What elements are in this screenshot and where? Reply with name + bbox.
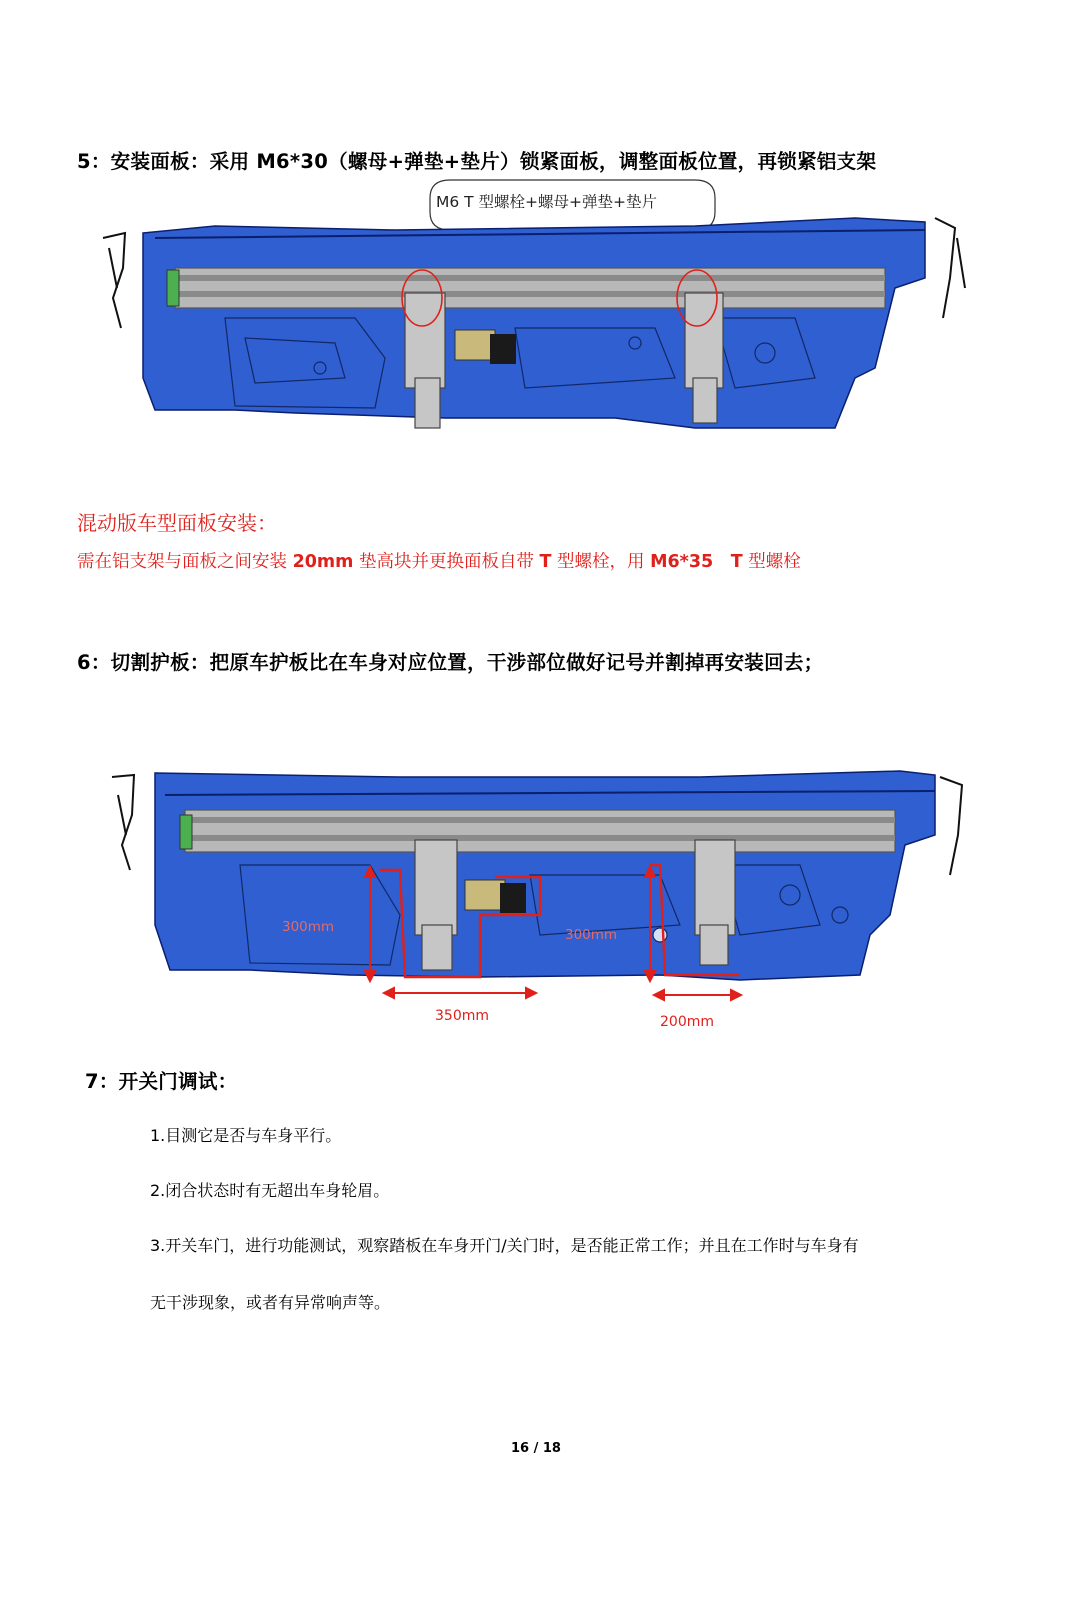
section7-heading: 7：开关门调试： (85, 1070, 238, 1093)
figure-panel-install (95, 178, 975, 458)
dim-right-height: 300mm (565, 927, 618, 943)
list-item: 3.开关车门，进行功能测试，观察踏板在车身开门/关门时，是否能正常工作；并且在工作时与车身有 (150, 1236, 859, 1255)
dim-left-height: 300mm (282, 919, 335, 935)
section6-heading: 6：切割护板：把原车护板比在车身对应位置，干涉部位做好记号并割掉再安装回去； (77, 651, 824, 674)
figure-cut-guard (100, 765, 970, 1035)
callout-label: M6 T 型螺栓+螺母+弹垫+垫片 (436, 193, 658, 211)
dim-left-width: 350mm (435, 1008, 489, 1024)
hybrid-instruction: 需在铝支架与面板之间安装 20mm 垫高块并更换面板自带 T 型螺栓，用 M6*35 T 型螺栓 (77, 552, 801, 572)
list-item: 无干涉现象，或者有异常响声等。 (150, 1293, 391, 1312)
page-number: 16 / 18 (511, 1441, 561, 1456)
list-item: 2.闭合状态时有无超出车身轮眉。 (150, 1181, 390, 1200)
dim-right-width: 200mm (660, 1014, 714, 1030)
hybrid-title: 混动版车型面板安装： (77, 511, 277, 535)
list-item: 1.目测它是否与车身平行。 (150, 1126, 342, 1145)
section5-heading: 5：安装面板：采用 M6*30（螺母+弹垫+垫片）锁紧面板，调整面板位置，再锁紧铝支架 (77, 150, 877, 173)
